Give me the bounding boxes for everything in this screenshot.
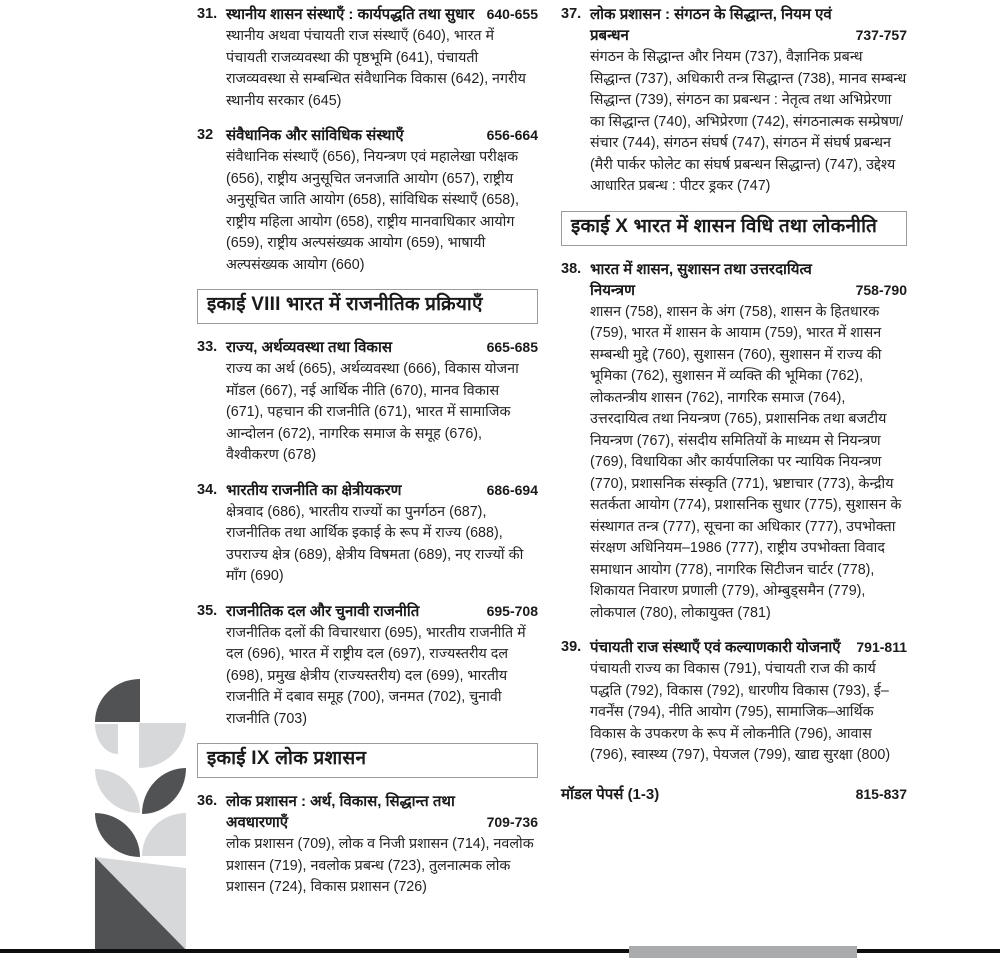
entry-topics: पंचायती राज्य का विकास (791), पंचायती राज की कार्य पद्धति (792), विकास (792), धारणीय विकास (793), ई–गवर्नेंस (794), नीति आयोग (795), सामाजिक–आर्थिक विकास के उपकरण के रूप में लोकनीति (796), आवास (796), स्वास्थ्य (797), पेयजल (799), खाद्य सुरक्षा (800) — [590, 661, 891, 763]
entry-content — [226, 125, 538, 276]
model-papers-row — [561, 784, 907, 805]
unit-ix-header: इकाई IX लोक प्रशासन — [197, 743, 538, 778]
entry-title: भारत में शासन, सुशासन तथा उत्तरदायित्व नियन्त्रण — [590, 260, 812, 299]
entry-topics: शासन (758), शासन के अंग (758), शासन के हितधारक (759), भारत में शासन के आयाम (759), भारत में शासन सम्बन्धी मुद्दे (760), सुशासन (760), सुशासन में राज्य की भूमिका (762), सुशासन में व्यक्ति की भूमिका (762), लोकतन्त्रीय शासन (762), नागरिक समाज (764), उत्तरदायित्व तथा नियन्त्रण (765), प्रशासनिक तथा बजटीय नियन्त्रण (767), संसदीय समितियों के माध्यम से नियन्त्रण (769), विधायिका और कार्यपालिका पर न्यायिक नियन्त्रण (770), प्रशासनिक संस्कृति (771), भ्रष्टाचार (773), केन्द्रीय सतर्कता आयोग (774), प्रशासनिक सुधार (775), सुशासन के संस्थागत तन्त्र (777), सूचना का अधिकार (777), उपभोक्ता संरक्षण अधिनियम–1986 (777), राष्ट्रीय उपभोक्ता विवाद समाधान आयोग (778), नागरिक सिटीजन चार्टर (778), शिकायत निवारण प्रणाली (779), ओम्बुड्समैन (779), लोकपाल (780), लोकायुक्त (781) — [590, 303, 902, 621]
entry-content — [590, 259, 907, 625]
page-bottom-gray-bar — [629, 946, 857, 958]
entry-number: 32 — [197, 127, 214, 143]
entry-title-row — [226, 125, 538, 146]
entry-page-range: 758-790 — [855, 281, 907, 298]
entry-content — [226, 601, 538, 731]
entry-page-range: 640-655 — [486, 6, 538, 22]
entry-content — [590, 637, 907, 767]
logo-quarter-light-icon — [139, 723, 186, 768]
entry-page-range: 686-694 — [486, 481, 538, 498]
logo-leaf-dark-icon — [142, 768, 186, 814]
entry-title-row — [590, 4, 907, 46]
entry-content — [226, 4, 538, 112]
entry-title-row — [590, 637, 907, 658]
entry-page-range: 695-708 — [486, 602, 538, 619]
entry-number: 33. — [197, 339, 218, 355]
logo-quarter-dark-icon — [95, 679, 140, 722]
entry-topics: राजनीतिक दलों की विचारधारा (695), भारतीय राजनीति में दल (696), भारत में राष्ट्रीय दल (697), राज्यस्तरीय दल (698), प्रमुख क्षेत्रीय (राज्यस्तरीय) दल (699), भारतीय राजनीति में दबाव समूह (700), जनमत (702), चुनावी राजनीति (703) — [226, 624, 526, 727]
entry-number: 34. — [197, 481, 218, 498]
entry-number: 38. — [561, 260, 582, 277]
entry-title: राजनीतिक दल और चुनावी राजनीति — [226, 602, 420, 620]
entry-number: 35. — [197, 602, 218, 619]
entry-number: 39. — [561, 639, 582, 655]
entry-page-range: 709-736 — [486, 814, 538, 830]
entry-title-row — [226, 601, 538, 622]
entry-page-range: 737-757 — [855, 27, 907, 43]
entry-topics: संवैधानिक संस्थाएँ (656), नियन्त्रण एवं महालेखा परीक्षक (656), राष्ट्रीय अनुसूचित जनजाति आयोग (657), राष्ट्रीय अनुसूचित जाति आयोग (658), सांविधिक संस्थाएँ (658), राष्ट्रीय महिला आयोग (658), राष्ट्रीय मानवाधिकार आयोग (659), राष्ट्रीय अल्पसंख्यक आयोग (659), भाषायी अल्पसंख्यक आयोग (660) — [226, 149, 519, 273]
entry-number: 31. — [197, 6, 218, 22]
toc-entry-37 — [561, 4, 907, 198]
publisher-logo-mark — [95, 677, 191, 950]
entry-title: लोक प्रशासन : अर्थ, विकास, सिद्धान्त तथा अवधारणाएँ — [226, 793, 455, 831]
entry-title: संवैधानिक और सांविधिक संस्थाएँ — [226, 127, 404, 144]
toc-right-column — [561, 4, 907, 805]
entry-content — [226, 337, 538, 467]
entry-title-row — [226, 791, 538, 833]
entry-topics: लोक प्रशासन (709), लोक व निजी प्रशासन (714), नवलोक प्रशासन (719), नवलोक प्रबन्ध (723), तुलनात्मक लोक प्रशासन (724), विकास प्रशासन (726) — [226, 836, 534, 895]
toc-entry-31 — [197, 4, 538, 112]
toc-entry-38 — [561, 259, 907, 625]
entry-title: राज्य, अर्थव्यवस्था तथा विकास — [226, 339, 392, 356]
toc-entry-33 — [197, 337, 538, 467]
model-papers-page-range: 815-837 — [855, 785, 907, 802]
unit-x-header: इकाई X भारत में शासन विधि तथा लोकनीति — [561, 211, 907, 246]
entry-page-range: 791-811 — [856, 639, 907, 655]
entry-page-range: 665-685 — [486, 339, 538, 355]
logo-base-square-icon — [95, 857, 186, 950]
entry-title-row — [226, 4, 538, 25]
entry-topics: स्थानीय अथवा पंचायती राज संस्थाएँ (640), भारत में पंचायती राजव्यवस्था की पृष्ठभूमि (641), पंचायती राजव्यवस्था से सम्बन्धित संवैधानिक विकास (642), नगरीय स्थानीय सरकार (645) — [226, 28, 526, 109]
logo-quarter-light-small-icon — [95, 724, 118, 754]
entry-title: पंचायती राज संस्थाएँ एवं कल्याणकारी योजनाएँ — [590, 639, 841, 656]
entry-topics: राज्य का अर्थ (665), अर्थव्यवस्था (666), विकास योजना मॉडल (667), नई आर्थिक नीति (670), मानव विकास (671), पहचान की राजनीति (671), भारत में सामाजिक आन्दोलन (672), नागरिक समाज के समूह (676), वैश्वीकरण (678) — [226, 361, 519, 463]
entry-content — [226, 791, 538, 899]
toc-entry-35 — [197, 601, 538, 731]
entry-title-row — [590, 259, 907, 301]
logo-leaf-light-icon — [95, 769, 140, 813]
entry-topics: संगठन के सिद्धान्त और नियम (737), वैज्ञानिक प्रबन्ध सिद्धान्त (737), अधिकारी तन्त्र सिद्धान्त (738), मानव सम्बन्ध सिद्धान्त (739), संगठन का प्रबन्धन : नेतृत्व तथा अभिप्रेरणा का सिद्धान्त (740), अभिप्रेरणा (742), संगठनात्मक सम्प्रेषण/संचार (744), संगठन संघर्ष (747), संगठन में संघर्ष प्रबन्धन (मैरी पार्कर फोलेट का संघर्ष प्रबन्धन सिद्धान्त) (747), उद्देश्य आधारित प्रबन्ध : पीटर ड्रकर (747) — [590, 49, 907, 194]
toc-entry-36 — [197, 791, 538, 899]
toc-left-column — [197, 4, 538, 912]
toc-entry-34 — [197, 480, 538, 588]
unit-viii-header: इकाई VIII भारत में राजनीतिक प्रक्रियाएँ — [197, 289, 538, 324]
toc-entry-39 — [561, 637, 907, 767]
logo-quarter-light-2-icon — [142, 813, 186, 856]
toc-entry-32 — [197, 125, 538, 276]
logo-base-triangle-icon — [95, 857, 186, 950]
logo-leaf-dark-2-icon — [95, 813, 140, 857]
entry-title-row — [226, 480, 538, 501]
entry-content — [590, 4, 907, 198]
entry-number: 37. — [561, 6, 582, 22]
entry-title: भारतीय राजनीति का क्षेत्रीयकरण — [226, 481, 402, 499]
entry-number: 36. — [197, 793, 218, 809]
entry-title: लोक प्रशासन : संगठन के सिद्धान्त, नियम एवं प्रबन्धन — [590, 6, 832, 44]
entry-topics: क्षेत्रवाद (686), भारतीय राज्यों का पुनर्गठन (687), राजनीतिक तथा आर्थिक इकाई के रूप में राज्य (688), उपराज्य क्षेत्र (689), क्षेत्रीय विषमता (689), नए राज्यों की माँग (690) — [226, 503, 524, 584]
model-papers-label: मॉडल पेपर्स (1-3) — [561, 785, 660, 803]
entry-title: स्थानीय शासन संस्थाएँ : कार्यपद्धति तथा सुधार — [226, 6, 475, 23]
entry-page-range: 656-664 — [486, 127, 538, 143]
entry-title-row — [226, 337, 538, 358]
entry-content — [226, 480, 538, 588]
